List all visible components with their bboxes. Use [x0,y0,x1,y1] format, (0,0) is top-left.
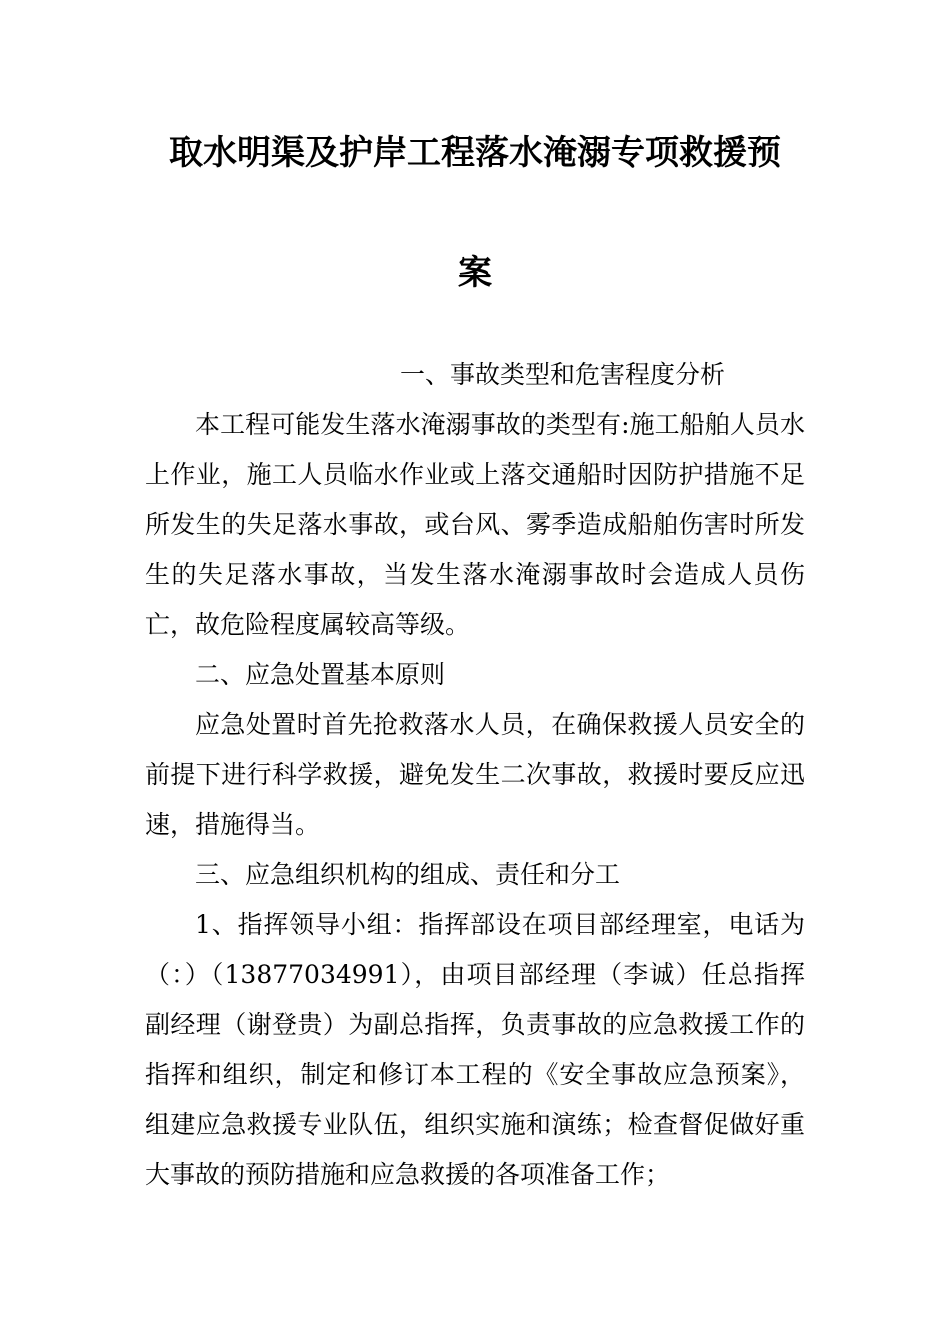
paragraph-accident-types: 本工程可能发生落水淹溺事故的类型有:施工船舶人员水上作业，施工人员临水作业或上落交通船时因防护措施不足所发生的失足落水事故，或台风、雾季造成船舶伤害时所发生的失足落水事故，当发生落水淹溺事故时会造成人员伤亡，故危险程度属较高等级。 [145,410,805,639]
document-title-line-2: 案 [458,253,492,293]
paragraph-command-group: 1、指挥领导小组：指挥部设在项目部经理室，电话为（：）（13877034991），由项目部经理（李诚）任总指挥副经理（谢登贵）为副总指挥，负责事故的应急救援工作的指挥和组织，制定和修订本工程的《安全事故应急预案》，组建应急救援专业队伍，组织实施和演练；检查督促做好重大事故的预防措施和应急救援的各项准备工作； [145,910,805,1189]
section-heading-basic-principles: 二、应急处置基本原则 [195,660,446,689]
document-title-line-1: 取水明渠及护岸工程落水淹溺专项救援预 [169,133,781,173]
document-body [145,350,805,1200]
paragraph-basic-principles: 应急处置时首先抢救落水人员，在确保救援人员安全的前提下进行科学救援，避免发生二次事故，救援时要反应迅速，措施得当。 [145,710,805,839]
section-heading-organization: 三、应急组织机构的组成、责任和分工 [195,860,621,889]
section-heading-accident-types: 一、事故类型和危害程度分析 [400,360,726,389]
